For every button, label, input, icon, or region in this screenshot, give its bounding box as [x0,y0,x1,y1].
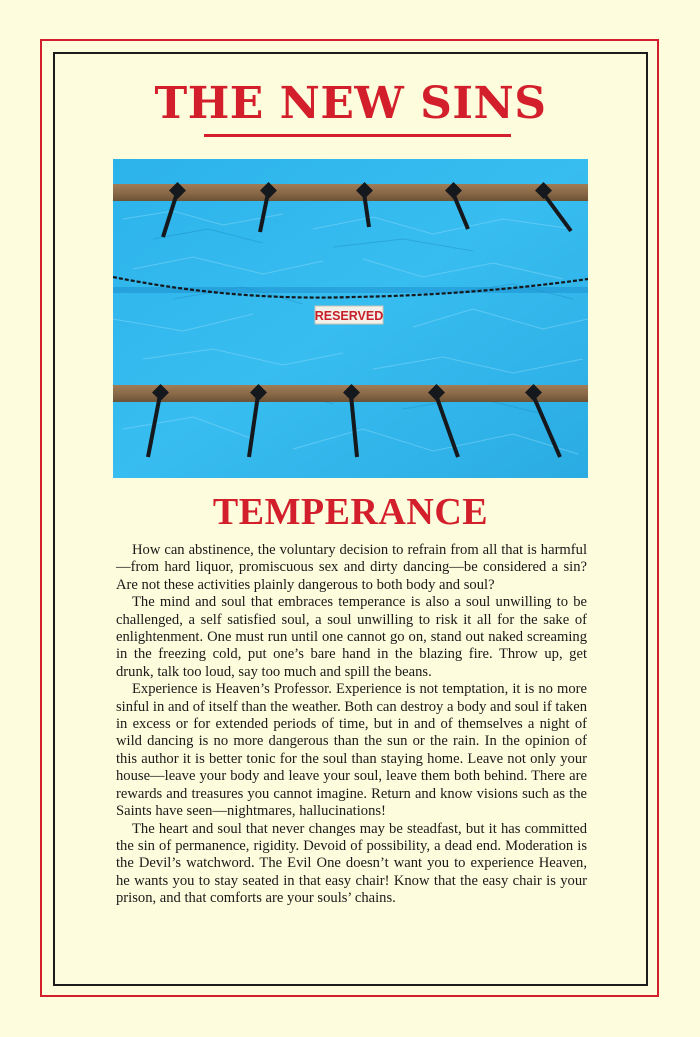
reserved-tarp-photo [113,159,588,478]
reserved-sign [315,306,384,324]
reserved-sign-text: RESERVED [314,309,384,323]
section-heading: TEMPERANCE [212,491,489,533]
top-wooden-beam [113,184,588,201]
paragraph: Experience is Heaven’s Professor. Experience is not temptation, it is no more sinful in and of itself than the weather. Both can destroy a body and soul if taken in excess or for extended periods of time, but in and of themselves a night of wild dancing is no more dangerous than the sun or the rain. In the opinion of this author it is better tonic for the soul than staying home. Leave not only your house—leave your body and leave your soul, leave them both behind. There are rewards and treasures you cannot imagine. Return and know visions such as the Saints have seen—nightmares, hallucinations! [116,681,587,820]
article-body [116,542,587,908]
photo-illustration [113,159,588,478]
page-title: THE NEW SINS [154,78,547,129]
paragraph: How can abstinence, the voluntary decision to refrain from all that is harmful—from hard liquor, promiscuous sex and dirty dancing—be considered a sin? Are not these activities plainly dangerous to both body and soul? [116,542,587,593]
paragraph: The heart and soul that never changes may be steadfast, but it has committed the sin of permanence, rigidity. Devoid of possibility, a dead end. Moderation is the Devil’s watchword. The Evil One doesn’t want you to experience Heaven, he wants you to stay seated in that easy chair! Know that the easy chair is your prison, and that comforts are your souls’ chains. [116,820,587,907]
paragraph: The mind and soul that embraces temperance is also a soul unwilling to be challenged, a self satisfied soul, a soul unwilling to risk it all for the sake of enlightenment. One must run until one cannot go on, stand out naked screaming in the freezing cold, put one’s bare hand in the blazing fire. Throw up, get drunk, talk too loud, say too much and spill the beans. [116,594,587,680]
title-underline [204,134,511,137]
